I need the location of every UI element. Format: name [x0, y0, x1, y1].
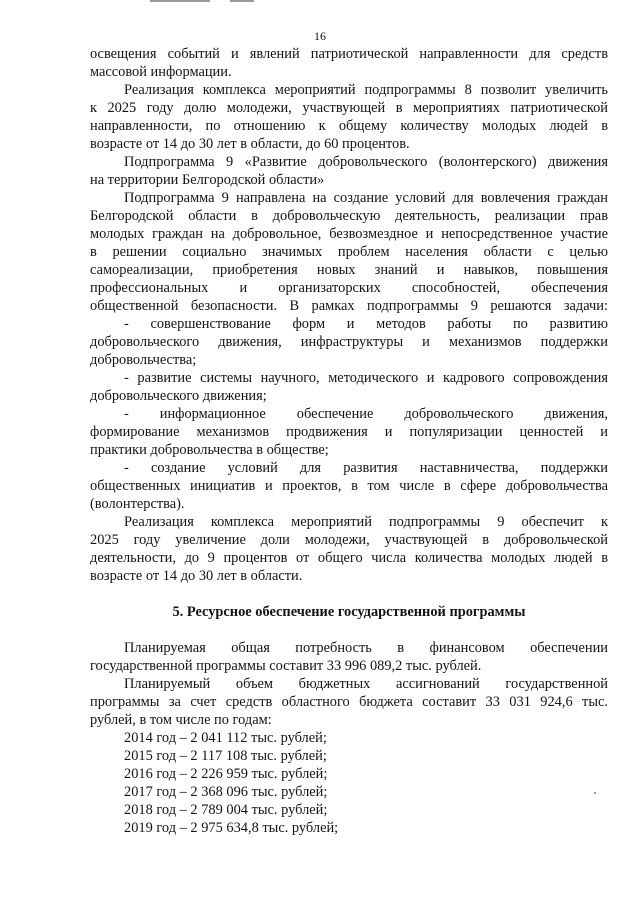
text-line: 2019 год – 2 975 634,8 тыс. рублей; — [124, 820, 339, 836]
text-line: формирование механизмов продвижения и популяризации ценностей и — [90, 424, 608, 440]
text-line: самореализации, приобретения новых знаний и навыков, повышения — [90, 262, 608, 278]
text-line: - развитие системы научного, методического и кадрового сопровождения — [124, 370, 608, 386]
scan-edge-marks — [150, 0, 280, 3]
text-line: программы за счет средств областного бюджета составит 33 031 924,6 тыс. — [90, 694, 608, 710]
text-line: Планируемая общая потребность в финансовом обеспечении — [124, 640, 608, 656]
text-line: возрасте от 14 до 30 лет в области. — [90, 568, 303, 584]
text-line: общественных инициатив и проектов, в том числе в сфере добровольчества — [90, 478, 608, 494]
text-line: - совершенствование форм и методов работы по развитию — [124, 316, 608, 332]
text-line: массовой информации. — [90, 64, 232, 80]
text-line: возрасте от 14 до 30 лет в области, до 60 процентов. — [90, 136, 410, 152]
text-line: 2015 год – 2 117 108 тыс. рублей; — [124, 748, 327, 764]
text-line: - информационное обеспечение добровольческого движения, — [124, 406, 608, 422]
text-line: молодых граждан на добровольное, безвозмездное и непосредственное участие — [90, 226, 608, 242]
text-line: Реализация комплекса мероприятий подпрограммы 8 позволит увеличить — [124, 82, 608, 98]
text-line: профессиональных и организаторских способностей, обеспечения — [90, 280, 608, 296]
text-line: Белгородской области в добровольческую деятельность, реализации прав — [90, 208, 608, 224]
text-line: общественной безопасности. В рамках подпрограммы 9 решаются задачи: — [90, 298, 608, 314]
text-line: к 2025 году долю молодежи, участвующей в мероприятиях патриотической — [90, 100, 608, 116]
text-line: 2025 году увеличение доли молодежи, участвующей в добровольческой — [90, 532, 608, 548]
text-line: 2018 год – 2 789 004 тыс. рублей; — [124, 802, 328, 818]
text-line: Подпрограмма 9 направлена на создание условий для вовлечения граждан — [124, 190, 608, 206]
text-line: деятельности, до 9 процентов от общего числа количества молодых людей в — [90, 550, 608, 566]
text-line: добровольческого движения; — [90, 388, 267, 404]
text-line: на территории Белгородской области» — [90, 172, 325, 188]
section-heading: 5. Ресурсное обеспечение государственной программы — [172, 604, 526, 620]
text-line: Планируемый объем бюджетных ассигнований государственной — [124, 676, 608, 692]
text-line: практики добровольчества в обществе; — [90, 442, 329, 458]
text-line: добровольчества; — [90, 352, 197, 368]
text-line: (волонтерства). — [90, 496, 185, 512]
text-line: добровольческого движения, инфраструктуры и механизмов поддержки — [90, 334, 608, 350]
paragraph-gap — [90, 621, 608, 639]
document-body — [90, 45, 608, 837]
text-line: освещения событий и явлений патриотической направленности для средств — [90, 46, 608, 62]
text-line: 2014 год – 2 041 112 тыс. рублей; — [124, 730, 327, 746]
text-line: рублей, в том числе по годам: — [90, 712, 272, 728]
scan-speck — [594, 792, 596, 794]
paragraph-gap — [90, 585, 608, 603]
page-number: 16 — [314, 29, 326, 43]
text-line: Подпрограмма 9 «Развитие добровольческого (волонтерского) движения — [124, 154, 608, 170]
text-line: 2017 год – 2 368 096 тыс. рублей; — [124, 784, 328, 800]
text-line: в решении социально значимых проблем населения области с целью — [90, 244, 608, 260]
text-line: государственной программы составит 33 996 089,2 тыс. рублей. — [90, 658, 482, 674]
text-line: Реализация комплекса мероприятий подпрограммы 9 обеспечит к — [124, 514, 608, 530]
text-line: - создание условий для развития наставничества, поддержки — [124, 460, 608, 476]
text-line: 2016 год – 2 226 959 тыс. рублей; — [124, 766, 328, 782]
text-line: направленности, по отношению к общему количеству молодых людей в — [90, 118, 608, 134]
